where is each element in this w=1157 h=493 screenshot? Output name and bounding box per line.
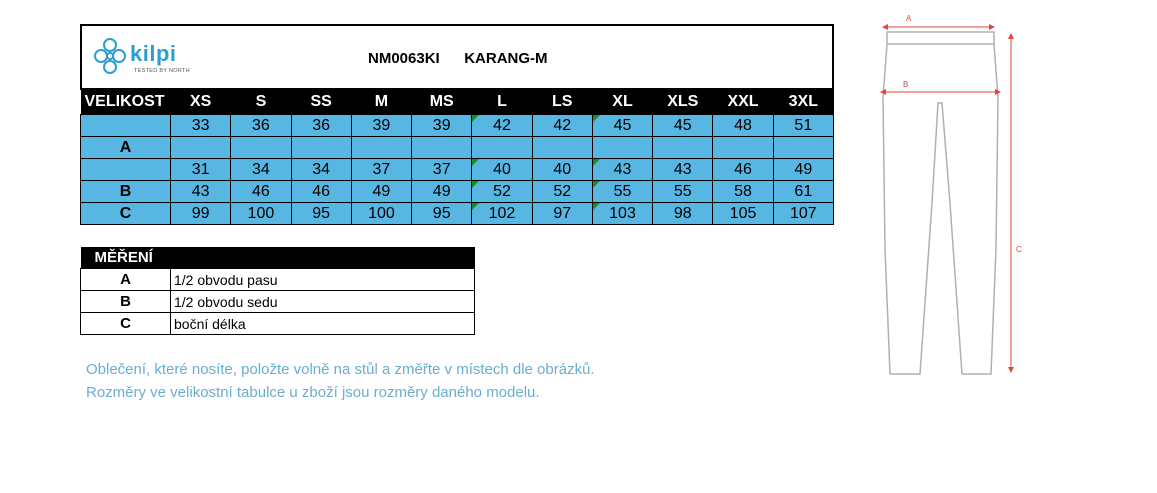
size-cell: 40 — [532, 159, 592, 181]
size-header-ls: LS — [532, 90, 592, 115]
size-cell: 49 — [773, 159, 833, 181]
size-cell — [171, 137, 231, 159]
size-cell: 36 — [291, 115, 351, 137]
size-cell: 95 — [291, 203, 351, 225]
kilpi-logo — [92, 36, 202, 82]
size-cell: 46 — [231, 181, 291, 203]
measurement-table — [80, 247, 475, 335]
size-cell: 45 — [592, 115, 652, 137]
label-b: B — [903, 80, 909, 89]
size-cell: 42 — [472, 115, 532, 137]
product-code: NM0063KI — [368, 50, 440, 67]
size-cell: 36 — [231, 115, 291, 137]
size-corner-label: VELIKOST — [81, 90, 171, 115]
measurement-row — [81, 269, 475, 291]
size-row — [81, 115, 834, 137]
size-cell: 37 — [351, 159, 411, 181]
size-cell: 105 — [713, 203, 773, 225]
measurement-code: A — [81, 269, 171, 291]
size-cell: 39 — [412, 115, 472, 137]
size-row-label: B — [81, 181, 171, 203]
size-header-xl: XL — [592, 90, 652, 115]
measurement-row — [81, 291, 475, 313]
size-row — [81, 137, 834, 159]
product-header — [80, 24, 834, 90]
size-cell: 49 — [412, 181, 472, 203]
size-row — [81, 181, 834, 203]
size-cell: 58 — [713, 181, 773, 203]
size-header-3xl: 3XL — [773, 90, 833, 115]
size-header-s: S — [231, 90, 291, 115]
size-cell: 31 — [171, 159, 231, 181]
size-header-ms: MS — [412, 90, 472, 115]
measurement-code: C — [81, 313, 171, 335]
size-cell — [592, 137, 652, 159]
size-cell — [351, 137, 411, 159]
size-cell: 103 — [592, 203, 652, 225]
size-cell: 100 — [231, 203, 291, 225]
page-title — [368, 50, 548, 67]
logo-wordmark: kilpi — [130, 41, 177, 66]
size-cell: 43 — [653, 159, 713, 181]
product-name: KARANG-M — [464, 50, 548, 67]
size-cell: 37 — [412, 159, 472, 181]
size-cell: 43 — [171, 181, 231, 203]
size-cell — [231, 137, 291, 159]
size-header-ss: SS — [291, 90, 351, 115]
size-cell: 45 — [653, 115, 713, 137]
size-table — [80, 90, 834, 225]
size-cell: 95 — [412, 203, 472, 225]
size-row — [81, 203, 834, 225]
size-cell: 100 — [351, 203, 411, 225]
pants-diagram — [870, 8, 1030, 388]
model-dimensions-note: Rozměry ve velikostní tabulce u zboží jsou rozměry daného modelu. — [86, 384, 540, 401]
size-cell: 52 — [472, 181, 532, 203]
size-cell: 34 — [231, 159, 291, 181]
measurement-code: B — [81, 291, 171, 313]
knot-icon — [92, 36, 128, 76]
measuring-instruction: Oblečení, které nosíte, položte volně na stůl a změřte v místech dle obrázků. — [86, 361, 595, 378]
measurement-description: boční délka — [171, 313, 475, 335]
measurement-row — [81, 313, 475, 335]
size-cell: 46 — [713, 159, 773, 181]
size-cell: 40 — [472, 159, 532, 181]
size-row-label: C — [81, 203, 171, 225]
size-cell — [773, 137, 833, 159]
size-cell — [291, 137, 351, 159]
measurement-header: MĚŘENÍ — [81, 247, 475, 269]
size-cell: 46 — [291, 181, 351, 203]
label-a: A — [906, 14, 912, 23]
size-row — [81, 159, 834, 181]
size-cell — [412, 137, 472, 159]
measurement-description: 1/2 obvodu pasu — [171, 269, 475, 291]
size-cell: 49 — [351, 181, 411, 203]
size-cell: 42 — [532, 115, 592, 137]
size-cell — [532, 137, 592, 159]
size-cell: 39 — [351, 115, 411, 137]
size-cell — [713, 137, 773, 159]
label-c: C — [1016, 245, 1022, 254]
logo-tagline: TESTED BY NORTH — [134, 68, 190, 74]
size-row-label: A — [81, 137, 171, 159]
size-cell — [653, 137, 713, 159]
size-header-xs: XS — [171, 90, 231, 115]
size-cell: 51 — [773, 115, 833, 137]
measurement-description: 1/2 obvodu sedu — [171, 291, 475, 313]
size-cell: 107 — [773, 203, 833, 225]
size-cell: 98 — [653, 203, 713, 225]
size-row-label — [81, 159, 171, 181]
size-cell: 99 — [171, 203, 231, 225]
size-cell: 97 — [532, 203, 592, 225]
size-cell: 61 — [773, 181, 833, 203]
size-header-xxl: XXL — [713, 90, 773, 115]
size-cell: 55 — [653, 181, 713, 203]
pants-outline — [883, 32, 998, 374]
size-cell: 102 — [472, 203, 532, 225]
size-header-row — [81, 90, 834, 115]
size-cell: 34 — [291, 159, 351, 181]
size-cell: 52 — [532, 181, 592, 203]
size-cell: 48 — [713, 115, 773, 137]
size-row-label — [81, 115, 171, 137]
size-cell — [472, 137, 532, 159]
size-header-l: L — [472, 90, 532, 115]
size-cell: 33 — [171, 115, 231, 137]
size-header-xls: XLS — [653, 90, 713, 115]
size-cell: 43 — [592, 159, 652, 181]
size-cell: 55 — [592, 181, 652, 203]
size-header-m: M — [351, 90, 411, 115]
